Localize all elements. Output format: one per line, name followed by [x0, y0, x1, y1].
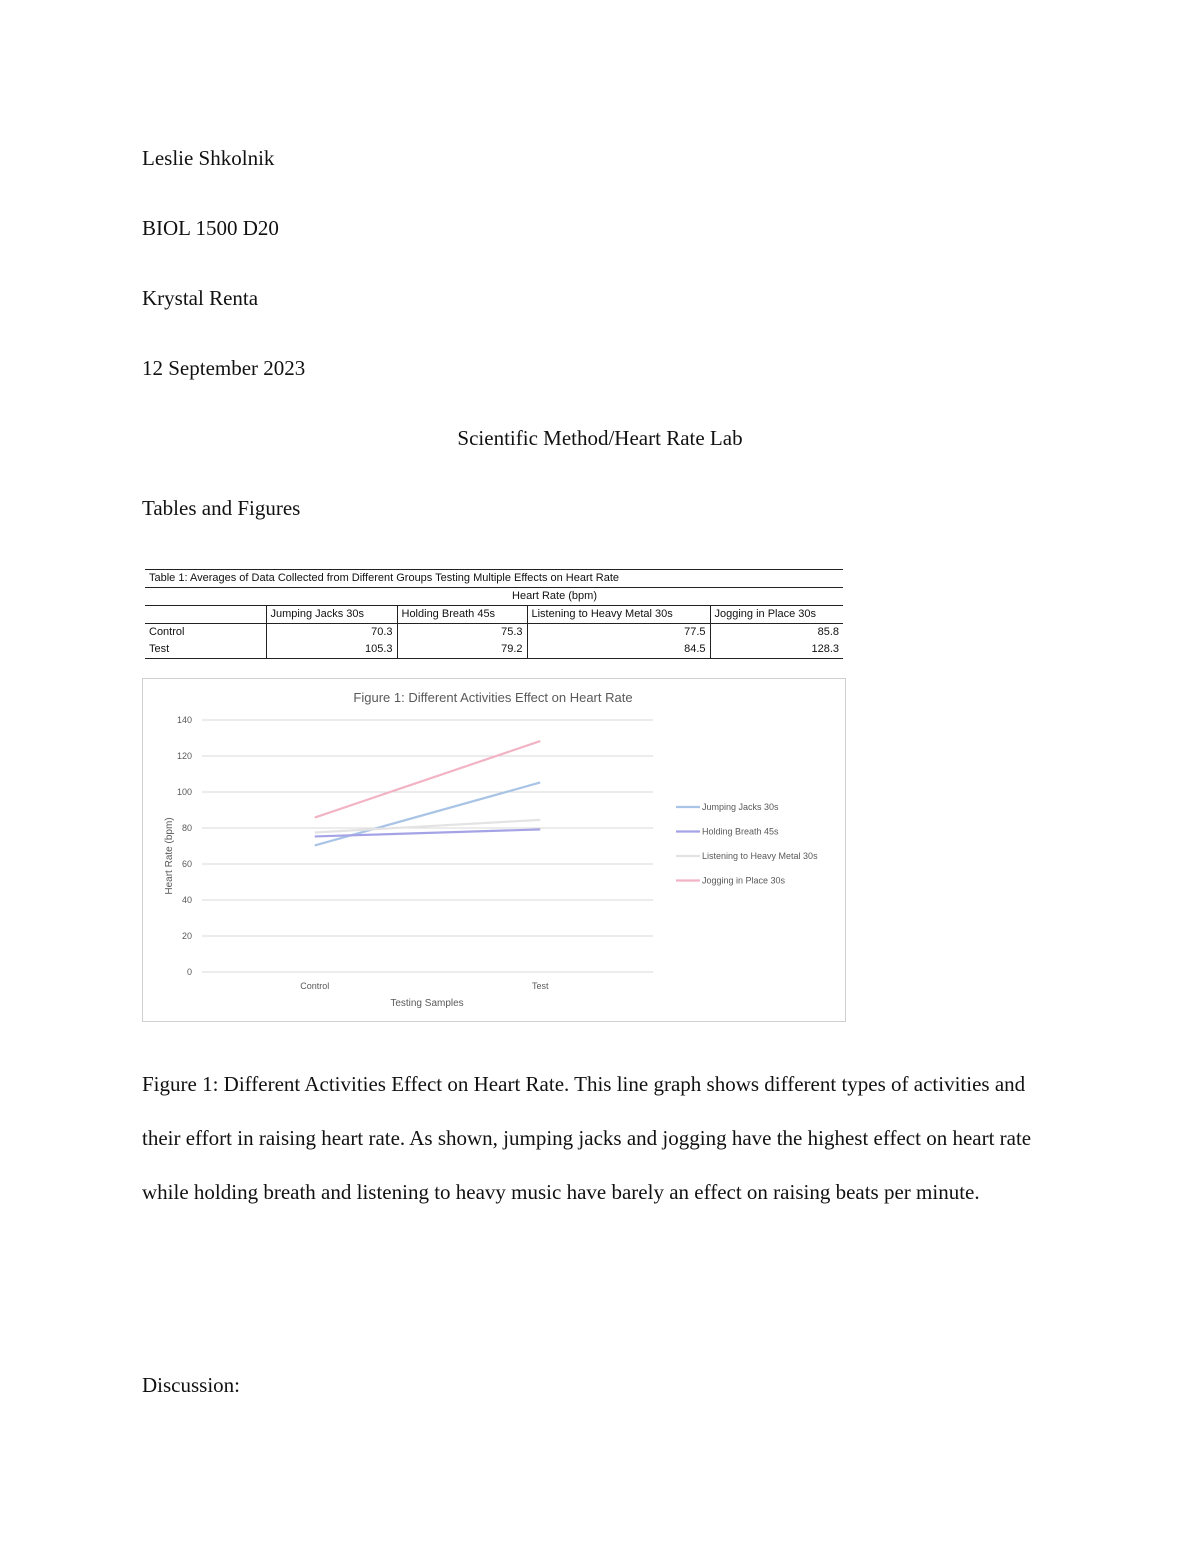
document-date: 12 September 2023 [142, 356, 306, 380]
table-corner-cell [145, 606, 266, 624]
y-tick-label: 140 [176, 715, 192, 725]
y-axis-label: Heart Rate (bpm) [164, 817, 175, 895]
column-header: Jumping Jacks 30s [266, 606, 397, 624]
data-table [145, 569, 843, 659]
row-label: Test [145, 641, 266, 659]
table-cell: 77.5 [527, 624, 710, 642]
table-cell: 105.3 [266, 641, 397, 659]
y-tick-label: 120 [176, 751, 192, 761]
y-tick-label: 80 [181, 823, 192, 833]
x-tick-label: Control [300, 981, 330, 991]
legend-label: Jogging in Place 30s [702, 875, 786, 886]
table-row [145, 641, 843, 659]
table-cell: 128.3 [710, 641, 843, 659]
column-header: Holding Breath 45s [397, 606, 527, 624]
table-cell: 85.8 [710, 624, 843, 642]
legend-label: Listening to Heavy Metal 30s [702, 851, 818, 861]
chart-title: Figure 1: Different Activities Effect on Heart Rate [353, 690, 633, 705]
table-cell: 79.2 [397, 641, 527, 659]
column-header: Listening to Heavy Metal 30s [527, 606, 710, 624]
y-tick-label: 0 [186, 967, 192, 977]
table-group-header: Heart Rate (bpm) [266, 588, 843, 606]
section-heading: Tables and Figures [142, 496, 301, 520]
y-tick-label: 100 [176, 787, 192, 797]
y-tick-label: 60 [181, 859, 192, 869]
table-cell: 84.5 [527, 641, 710, 659]
legend-label: Holding Breath 45s [702, 826, 779, 837]
table-caption: Table 1: Averages of Data Collected from Different Groups Testing Multiple Effects on Heart Rate [145, 570, 843, 588]
course-code: BIOL 1500 D20 [142, 216, 279, 240]
author-name: Leslie Shkolnik [142, 146, 275, 170]
document-title: Scientific Method/Heart Rate Lab [457, 426, 743, 450]
column-header: Jogging in Place 30s [710, 606, 843, 624]
table-row [145, 624, 843, 642]
series-line [315, 741, 541, 818]
legend-label: Jumping Jacks 30s [702, 802, 779, 812]
instructor-name: Krystal Renta [142, 286, 259, 310]
row-label: Control [149, 626, 185, 638]
line-chart [142, 678, 846, 1022]
y-tick-label: 20 [181, 931, 192, 941]
y-tick-label: 40 [181, 895, 192, 905]
discussion-heading: Discussion: [142, 1373, 241, 1397]
table-cell: 75.3 [397, 624, 527, 642]
table-cell: 70.3 [266, 624, 397, 642]
x-axis-label: Testing Samples [390, 998, 464, 1009]
x-tick-label: Test [531, 981, 549, 991]
figure-caption: Figure 1: Different Activities Effect on Heart Rate. This line graph shows different types of activities and their effort in raising heart rate. As shown, jumping jacks and jogging have the highest effect on heart rate while holding breath and listening to heavy music have barely an effect on raising beats per minute. [142, 1072, 1032, 1204]
